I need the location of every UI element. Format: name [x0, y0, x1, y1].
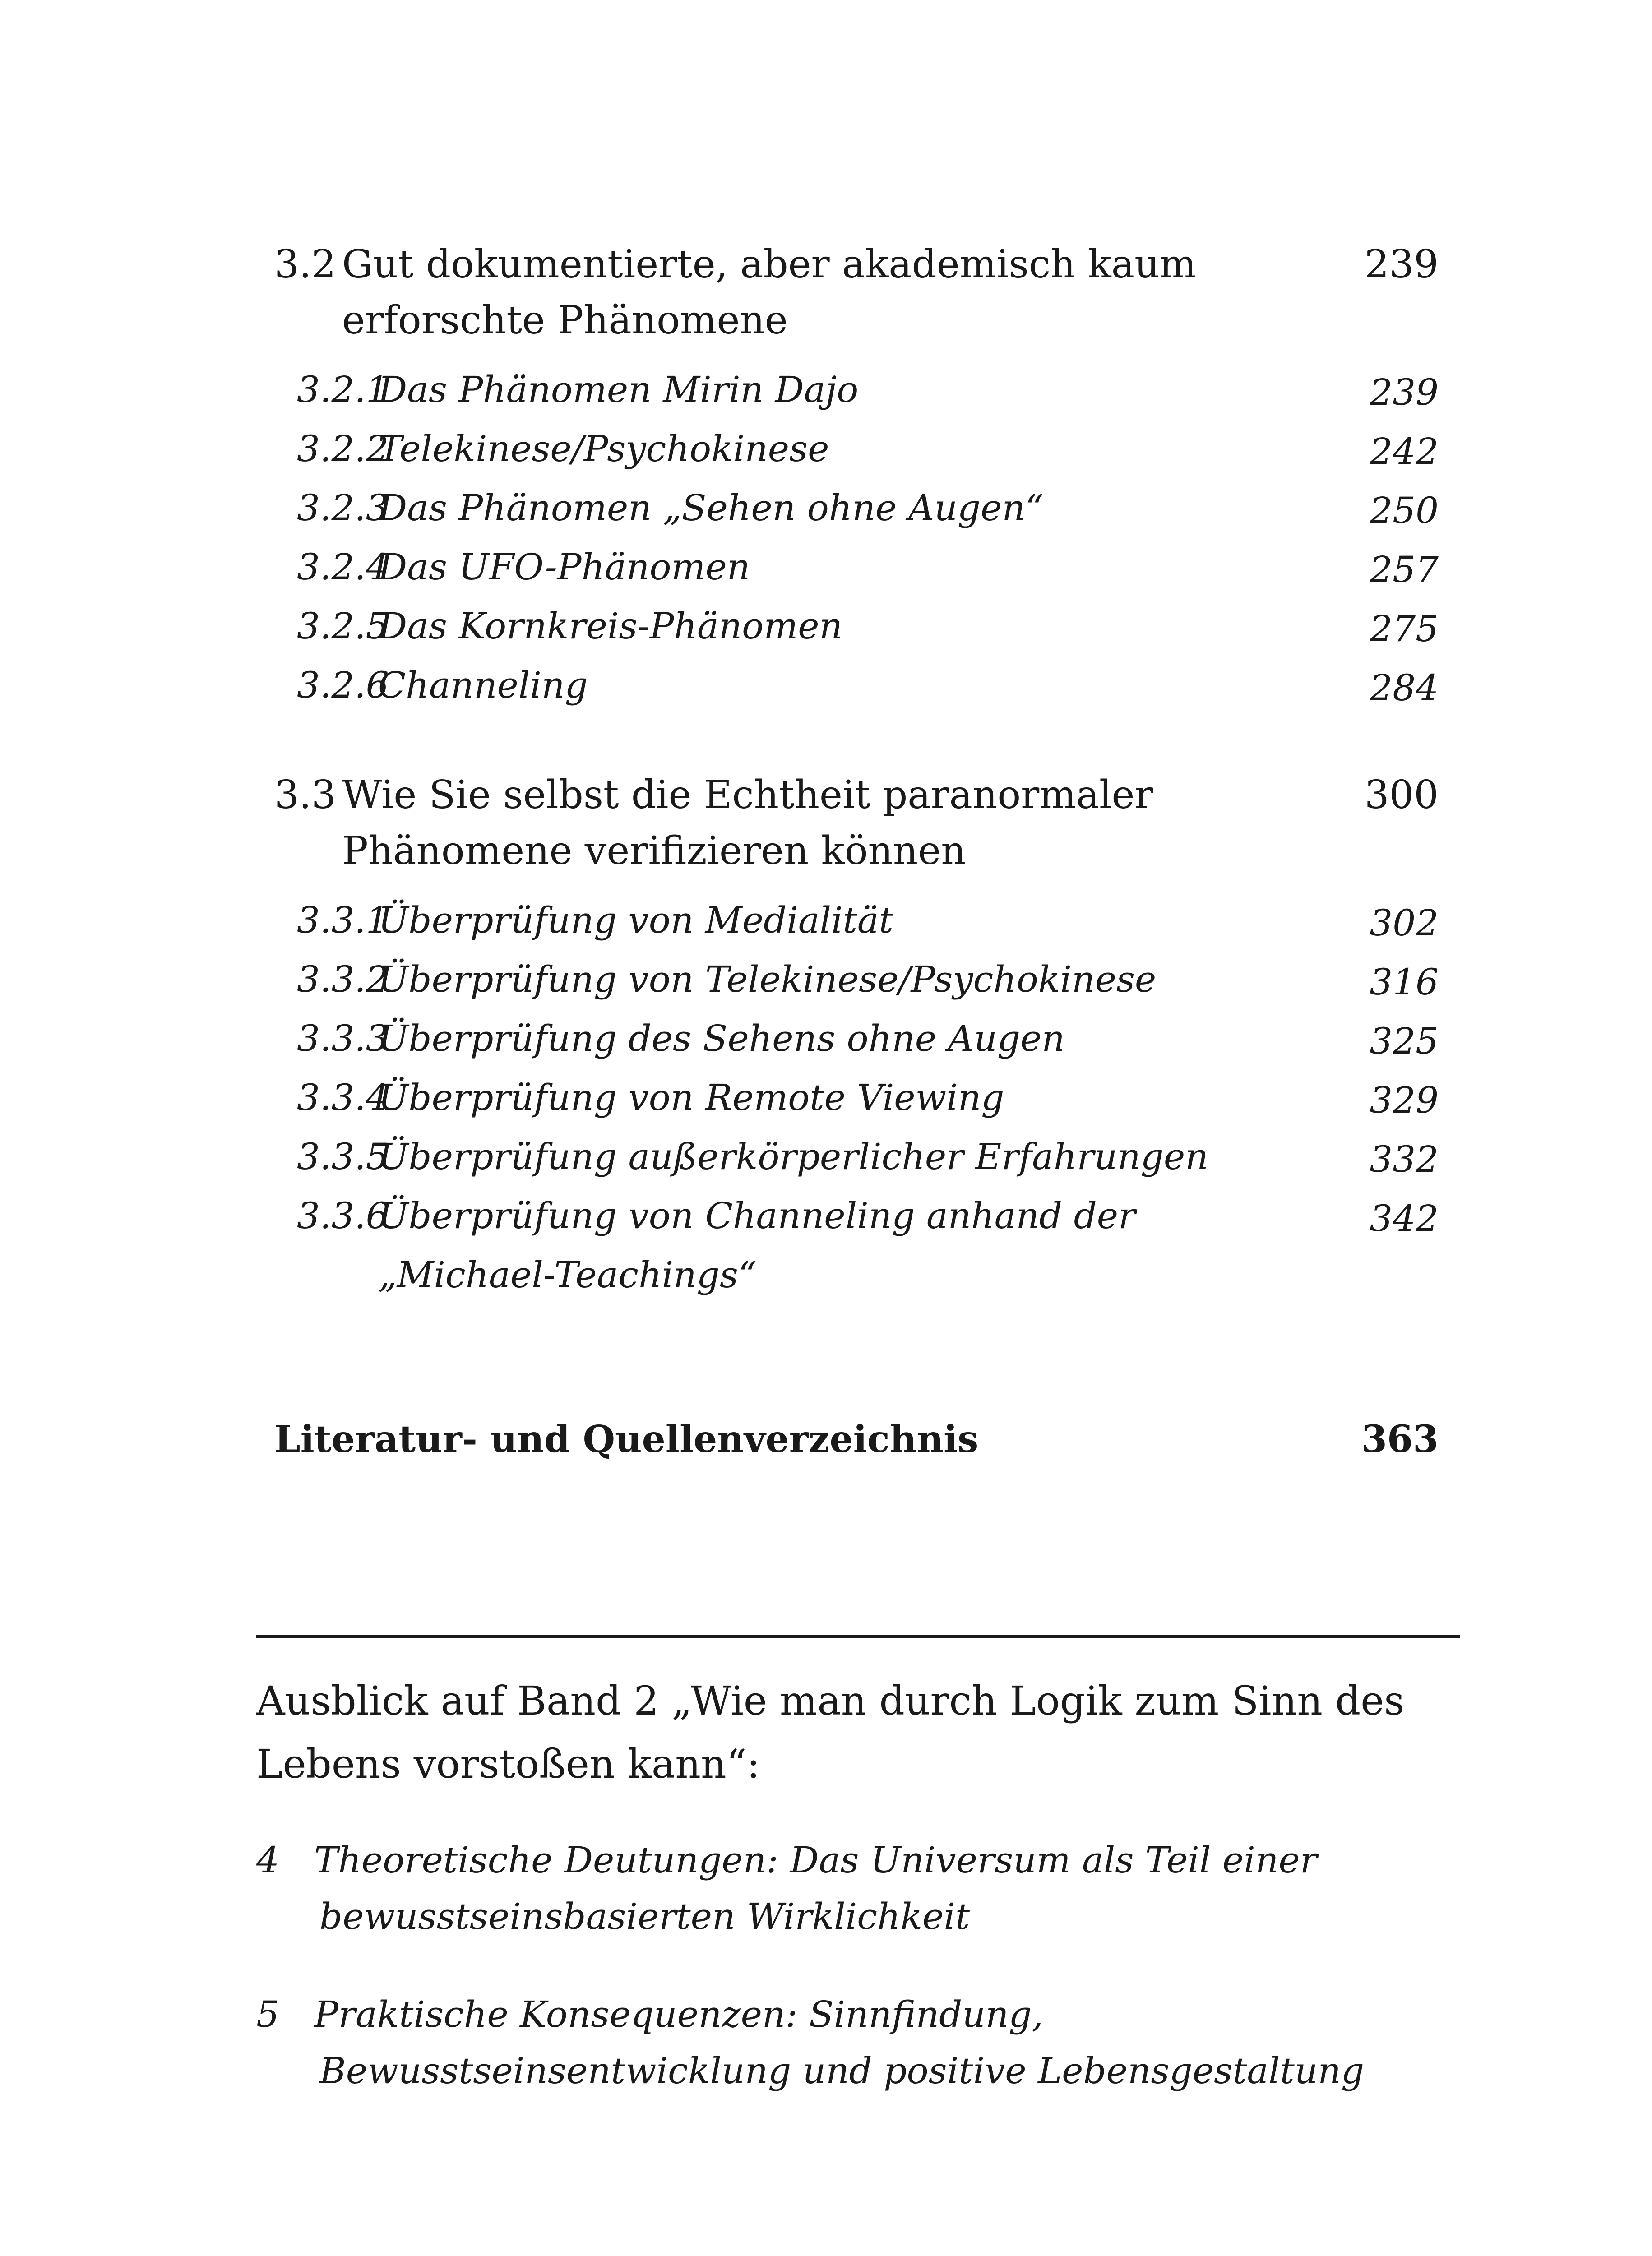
section-title: Wie Sie selbst die Echtheit paranormaler Phänomene verifizieren können [342, 772, 1153, 874]
outlook-chapter-5 [256, 1986, 1460, 2099]
entry-title: Überprüfung des Sehens ohne Augen [378, 1017, 1065, 1059]
page-number: 342 [1370, 1197, 1439, 1239]
entry-number: 3.2.3 [297, 487, 389, 529]
toc-entry-3-3-1[interactable] [274, 891, 1439, 950]
page-number: 329 [1370, 1079, 1439, 1121]
page-number: 239 [1370, 371, 1439, 413]
entry-title: Überprüfung von Medialität [378, 899, 893, 941]
entry-number: 3.3.4 [297, 1077, 389, 1119]
divider [256, 1635, 1460, 1638]
chapter-title: Praktische Konsequenzen: Sinnfindung, Bewusstseinsentwicklung und positive Lebensgestaltung [314, 1993, 1365, 2092]
entry-number: 3.3.3 [297, 1017, 389, 1059]
page-number: 239 [1364, 242, 1439, 287]
page-number: 257 [1370, 549, 1439, 591]
chapter-title: Theoretische Deutungen: Das Universum als Teil einer bewusstseinsbasierten Wirklichkeit [314, 1839, 1317, 1937]
toc-entry-literature[interactable] [274, 1412, 1439, 1466]
page-number: 275 [1370, 608, 1439, 650]
entry-number: 3.3.2 [297, 958, 389, 1000]
page-number: 300 [1364, 772, 1439, 818]
entry-title: Überprüfung von Channeling anhand der „Michael-Teachings“ [378, 1195, 1136, 1296]
page-number: 325 [1370, 1020, 1439, 1062]
page-number: 242 [1370, 430, 1439, 472]
entry-title: Channeling [378, 664, 588, 706]
page-number: 284 [1370, 667, 1439, 709]
entry-number: 3.2.2 [297, 428, 389, 470]
toc-entry-3-2-4[interactable] [274, 537, 1439, 596]
entry-title: Telekinese/Psychokinese [378, 428, 829, 470]
toc-entry-3-3-2[interactable] [274, 950, 1439, 1009]
page-number: 302 [1370, 902, 1439, 944]
entry-number: 3.2.1 [297, 369, 389, 411]
toc-entry-3-2-3[interactable] [274, 478, 1439, 537]
toc-entry-3-2-6[interactable] [274, 656, 1439, 715]
chapter-number: 4 [256, 1839, 279, 1881]
entry-number: 3.2.6 [297, 664, 389, 706]
entry-title: Das Phänomen „Sehen ohne Augen“ [378, 487, 1044, 529]
page-number: 363 [1361, 1418, 1439, 1461]
toc-entry-3-2-5[interactable] [274, 596, 1439, 656]
outlook-chapter-4 [256, 1832, 1460, 1945]
entry-title: Das Phänomen Mirin Dajo [378, 369, 859, 411]
entry-title: Überprüfung von Remote Viewing [378, 1077, 1004, 1119]
page-number: 332 [1370, 1138, 1439, 1180]
entry-title: Überprüfung außerkörperlicher Erfahrungen [378, 1136, 1208, 1178]
entry-number: 3.3.6 [297, 1195, 389, 1237]
entry-number: 3.3.1 [297, 899, 389, 941]
entry-title: Das Kornkreis-Phänomen [378, 605, 843, 647]
toc-entry-3-3-3[interactable] [274, 1009, 1439, 1068]
section-title: Gut dokumentierte, aber akademisch kaum erforschte Phänomene [342, 242, 1197, 343]
toc-section-3-2 [274, 236, 1439, 715]
toc-heading-3-3[interactable] [274, 767, 1439, 879]
toc-entry-3-2-2[interactable] [274, 419, 1439, 478]
toc-section-3-3 [274, 767, 1439, 1304]
toc-heading-3-2[interactable] [274, 236, 1439, 348]
section-number: 3.3 [274, 772, 336, 818]
toc-entry-3-3-6[interactable] [274, 1186, 1439, 1304]
entry-title: Überprüfung von Telekinese/Psychokinese [378, 958, 1157, 1000]
entry-number: 3.3.5 [297, 1136, 389, 1178]
outlook-intro: Ausblick auf Band 2 „Wie man durch Logik zum Sinn des Lebens vorstoßen kann“: [256, 1678, 1405, 1787]
chapter-number: 5 [256, 1993, 279, 2035]
toc-entry-3-3-4[interactable] [274, 1068, 1439, 1127]
entry-title: Das UFO-Phänomen [378, 546, 750, 588]
entry-number: 3.2.5 [297, 605, 389, 647]
literature-title: Literatur- und Quellenverzeichnis [274, 1418, 979, 1461]
page-number: 316 [1370, 961, 1439, 1003]
toc-entry-3-3-5[interactable] [274, 1127, 1439, 1186]
toc-entry-3-2-1[interactable] [274, 360, 1439, 419]
entry-number: 3.2.4 [297, 546, 389, 588]
section-number: 3.2 [274, 242, 336, 287]
page-number: 250 [1370, 490, 1439, 532]
